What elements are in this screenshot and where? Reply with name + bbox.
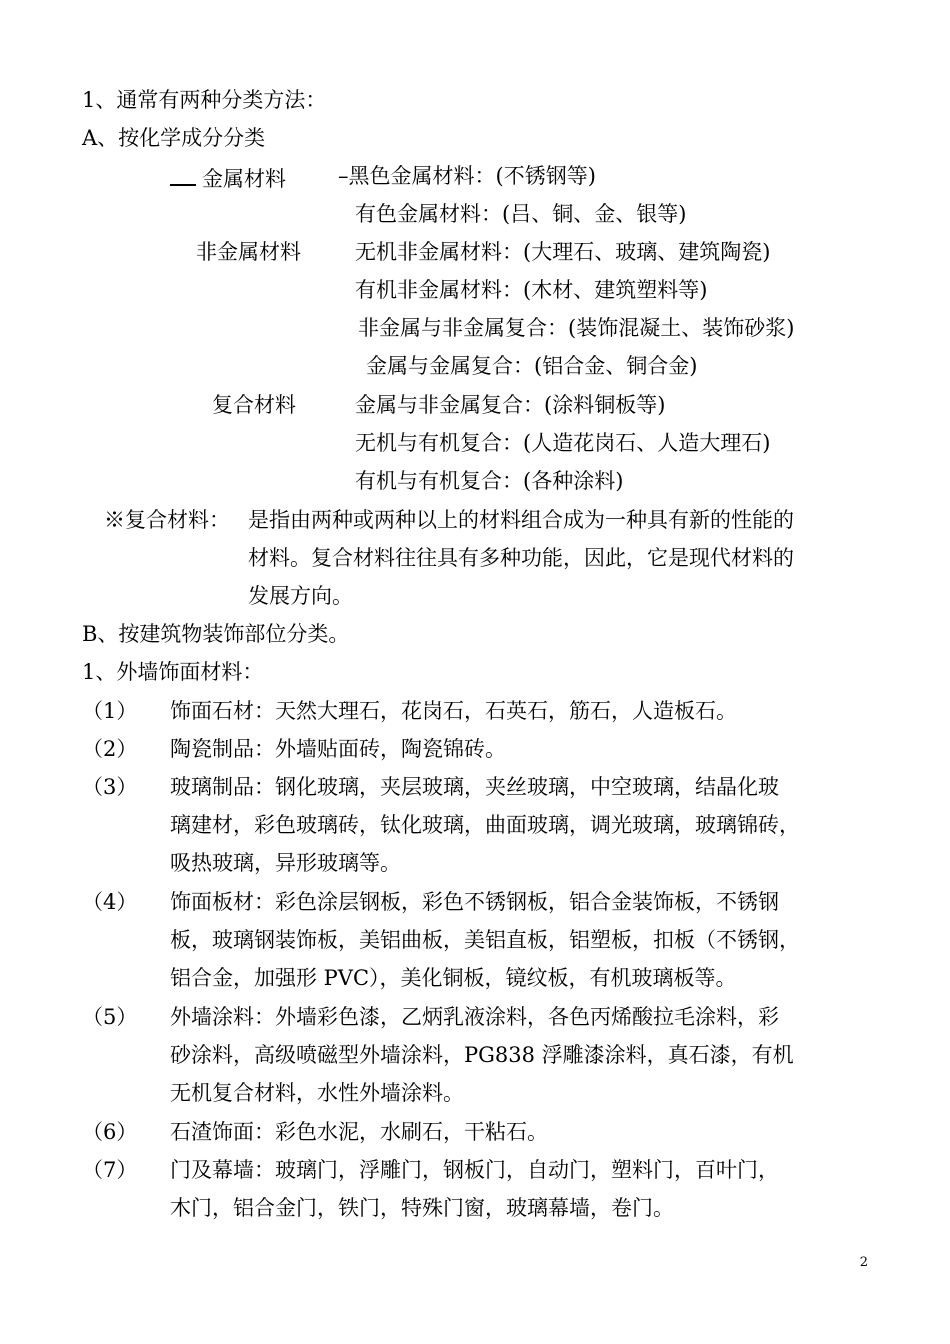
tree-nonmetal-label: 非金属材料 <box>196 240 301 264</box>
list-item-number: （2） <box>82 737 138 761</box>
tree-nonmetal-item: 无机非金属材料：(大理石、玻璃、建筑陶瓷) <box>355 240 771 264</box>
section-b-heading: B、按建筑物装饰部位分类。 <box>82 622 350 646</box>
section-a-heading: A、按化学成分分类 <box>82 126 266 150</box>
list-item-number: （5） <box>82 1005 138 1029</box>
note-line: 是指由两种或两种以上的材料组合成为一种具有新的性能的 <box>248 508 794 532</box>
list-item-number: （7） <box>82 1158 138 1182</box>
tree-composite-item: 无机与有机复合：(人造花岗石、人造大理石) <box>355 431 771 455</box>
heading-exterior-wall: 1、外墙饰面材料： <box>82 660 264 684</box>
list-item-number: （3） <box>82 775 138 799</box>
note-line: 材料。复合材料往往具有多种功能，因此，它是现代材料的 <box>248 546 794 570</box>
list-item-text: 板，玻璃钢装饰板，美铝曲板，美铝直板，铝塑板，扣板（不锈钢， <box>170 928 800 952</box>
tree-nonmetal-item: 有机非金属材料：(木材、建筑塑料等) <box>355 278 708 302</box>
list-item-text: 玻璃制品：钢化玻璃，夹层玻璃，夹丝玻璃，中空玻璃，结晶化玻 <box>170 775 779 799</box>
tree-metal-item: 有色金属材料：(吕、铜、金、银等) <box>355 202 687 226</box>
tree-composite-item: 金属与非金属复合：(涂料铜板等) <box>355 393 666 417</box>
tree-metal-item: –黑色金属材料：(不锈钢等) <box>338 164 596 188</box>
list-item-text: 门及幕墙：玻璃门，浮雕门，钢板门，自动门，塑料门，百叶门， <box>170 1158 779 1182</box>
tree-composite-item: 有机与有机复合：(各种涂料) <box>355 469 624 493</box>
list-item-text: 木门，铝合金门，铁门，特殊门窗，玻璃幕墙，卷门。 <box>170 1196 674 1220</box>
list-item-text: 铝合金，加强形 PVC），美化铜板，镜纹板，有机玻璃板等。 <box>170 966 737 990</box>
blank-underline <box>170 166 196 186</box>
list-item-text: 饰面板材：彩色涂层钢板，彩色不锈钢板，铝合金装饰板，不锈钢 <box>170 890 779 914</box>
list-item-number: （4） <box>82 890 138 914</box>
tree-nonmetal-item: 非金属与非金属复合：(装饰混凝土、装饰砂浆) <box>358 316 795 340</box>
list-item-text: 外墙涂料：外墙彩色漆，乙炳乳液涂料，各色丙烯酸拉毛涂料，彩 <box>170 1005 779 1029</box>
page-number: 2 <box>859 1255 868 1270</box>
list-item-text: 吸热玻璃，异形玻璃等。 <box>170 851 401 875</box>
heading-classification-methods: 1、通常有两种分类方法： <box>82 88 327 112</box>
note-line: 发展方向。 <box>248 584 353 608</box>
list-item-text: 砂涂料，高级喷磁型外墙涂料，PG838 浮雕漆涂料，真石漆，有机 <box>170 1043 794 1067</box>
list-item-number: （1） <box>82 699 138 723</box>
tree-composite-label: 复合材料 <box>212 393 296 417</box>
list-item-text: 无机复合材料，水性外墙涂料。 <box>170 1081 464 1105</box>
list-item-text: 璃建材，彩色玻璃砖，钛化玻璃，曲面玻璃，调光玻璃，玻璃锦砖， <box>170 813 800 837</box>
list-item-number: （6） <box>82 1120 138 1144</box>
tree-nonmetal-item: 金属与金属复合：(铝合金、铜合金) <box>366 354 698 378</box>
list-item-text: 饰面石材：天然大理石，花岗石，石英石，筋石，人造板石。 <box>170 699 737 723</box>
list-item-text: 石渣饰面：彩色水泥，水刷石，干粘石。 <box>170 1120 548 1144</box>
tree-metal-label: 金属材料 <box>170 166 286 190</box>
note-label: ※复合材料： <box>104 508 230 532</box>
list-item-text: 陶瓷制品：外墙贴面砖，陶瓷锦砖。 <box>170 737 506 761</box>
